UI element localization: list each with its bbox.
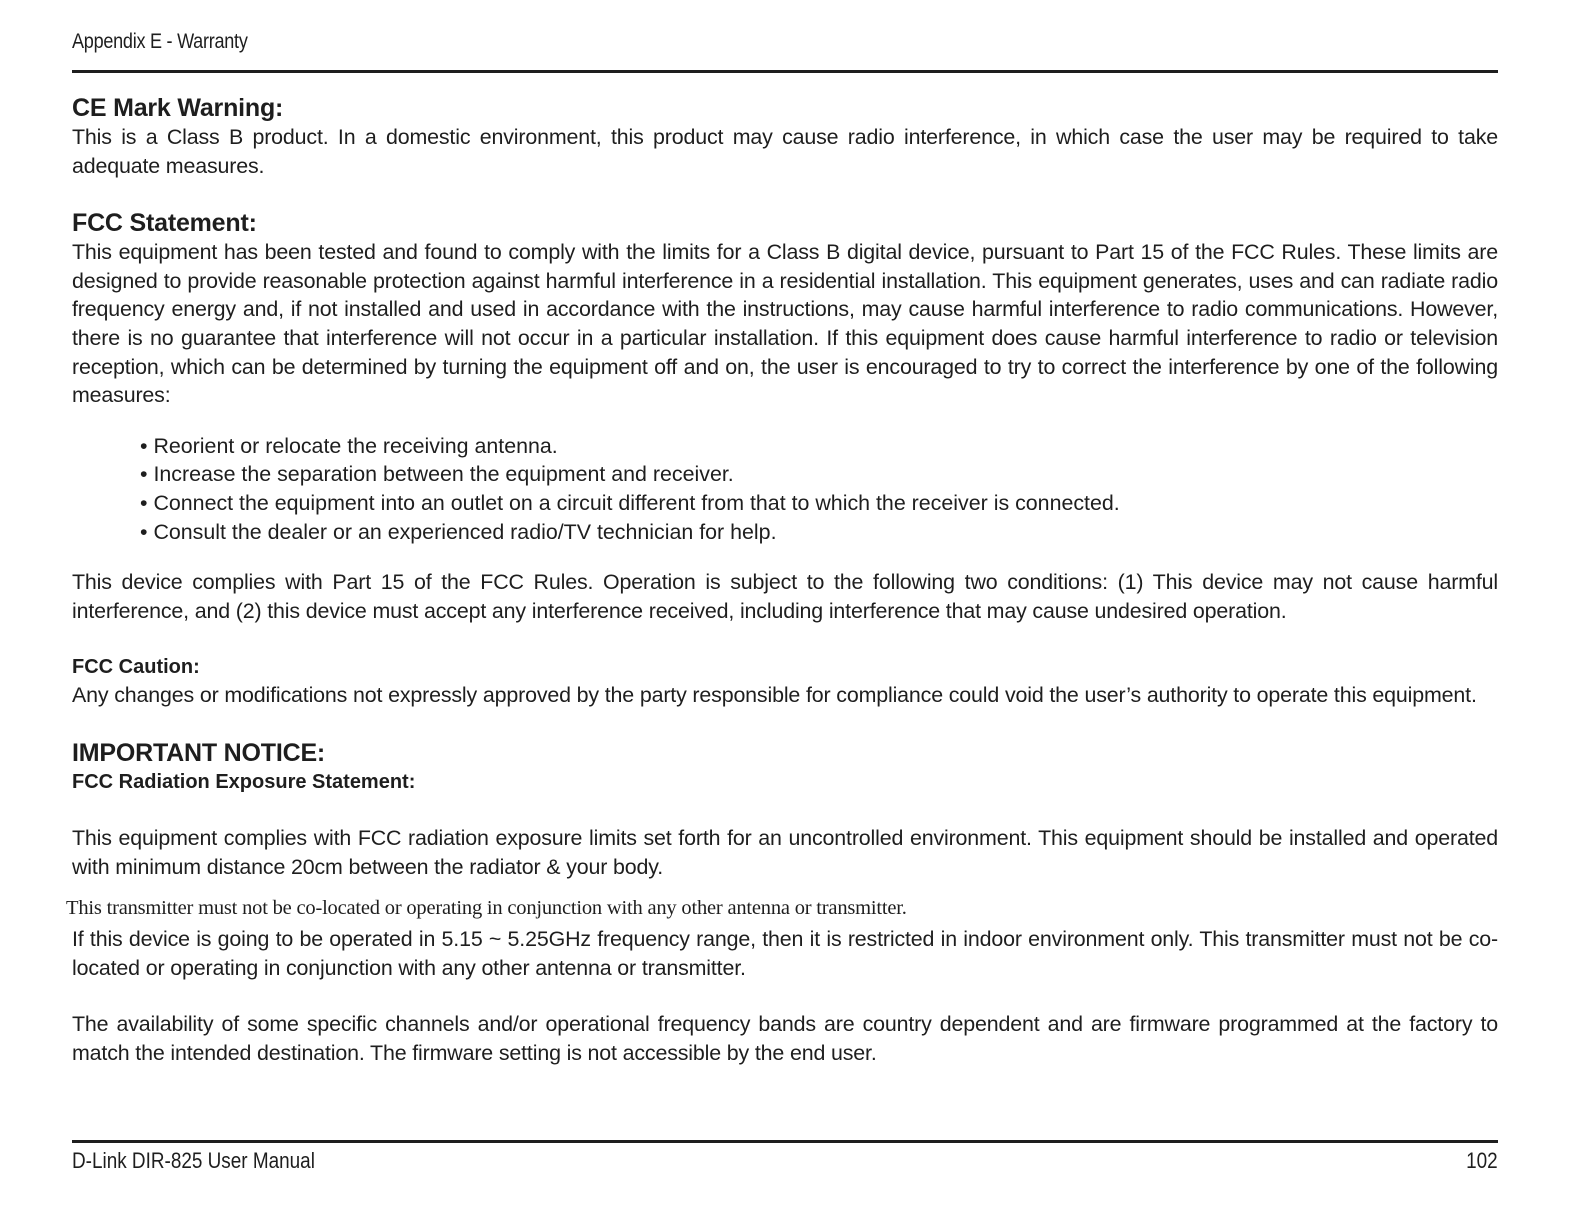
list-item: • Connect the equipment into an outlet on a circuit different from that to which the receiver is connected. xyxy=(140,489,1498,518)
colocation-statement: This transmitter must not be co-located or operating in conjunction with any other antenna or transmitter. xyxy=(66,897,907,920)
notice-section xyxy=(66,738,1498,1068)
measures-list xyxy=(72,432,1498,546)
header-rule xyxy=(72,70,1498,73)
indoor-statement: If this device is going to be operated in 5.15 ~ 5.25GHz frequency range, then it is restricted in indoor environment only. This transmitter must not be co-located or operating in conjunction with any other antenna or transmitter. xyxy=(72,927,1498,980)
page-content xyxy=(66,93,1498,1067)
page-number: 102 xyxy=(1466,1148,1498,1173)
fcc-heading: FCC Statement: xyxy=(72,209,257,238)
list-item: • Increase the separation between the equipment and receiver. xyxy=(140,460,1498,489)
fcc-body: This equipment has been tested and found to comply with the limits for a Class B digital device, pursuant to Part 15 of the FCC Rules. These limits are designed to provide reasonable protection against harmful interference in a residential installation. This equipment generates, uses and can radiate radio frequency energy and, if not installed and used in accordance with the instructions, may cause harmful interference to radio communications. However, there is no guarantee that interference will not occur in a particular installation. If this equipment does cause harmful interference to radio or television reception, which can be determined by turning the equipment off and on, the user is encouraged to try to correct the interference by one of the following measures: xyxy=(72,240,1498,408)
ce-heading: CE Mark Warning: xyxy=(72,94,284,122)
notice-heading: IMPORTANT NOTICE: xyxy=(72,738,326,767)
footer-rule xyxy=(72,1140,1498,1143)
caution-section xyxy=(72,653,1498,710)
caution-heading: FCC Caution: xyxy=(72,656,200,679)
caution-body: Any changes or modifications not expressly approved by the party responsible for compliance could void the user’s authority to operate this equipment. xyxy=(72,683,1477,708)
notice-subheading: FCC Radiation Exposure Statement: xyxy=(72,770,416,793)
exposure-statement: This equipment complies with FCC radiation exposure limits set forth for an uncontrolled environment. This equipment should be installed and operated with minimum distance 20cm between the radiator & your body. xyxy=(72,825,1498,879)
list-item: • Reorient or relocate the receiving antenna. xyxy=(140,432,1498,461)
fcc-compliance: This device complies with Part 15 of the FCC Rules. Operation is subject to the following two conditions: (1) This device may not cause harmful interference, and (2) this device must accept any interference received, including interference that may cause undesired operation. xyxy=(72,570,1498,623)
list-item: • Consult the dealer or an experienced radio/TV technician for help. xyxy=(140,518,1498,547)
ce-body: This is a Class B product. In a domestic environment, this product may cause radio interference, in which case the user may be required to take adequate measures. xyxy=(72,125,1498,178)
running-header: Appendix E - Warranty xyxy=(72,30,248,53)
footer-manual-title: D-Link DIR-825 User Manual xyxy=(72,1148,315,1173)
ce-section xyxy=(72,93,1498,180)
fcc-section xyxy=(72,208,1498,625)
channels-statement: The availability of some specific channels and/or operational frequency bands are country dependent and are firmware programmed at the factory to match the intended destination. The firmware setting is not accessible by the end user. xyxy=(72,1012,1498,1065)
